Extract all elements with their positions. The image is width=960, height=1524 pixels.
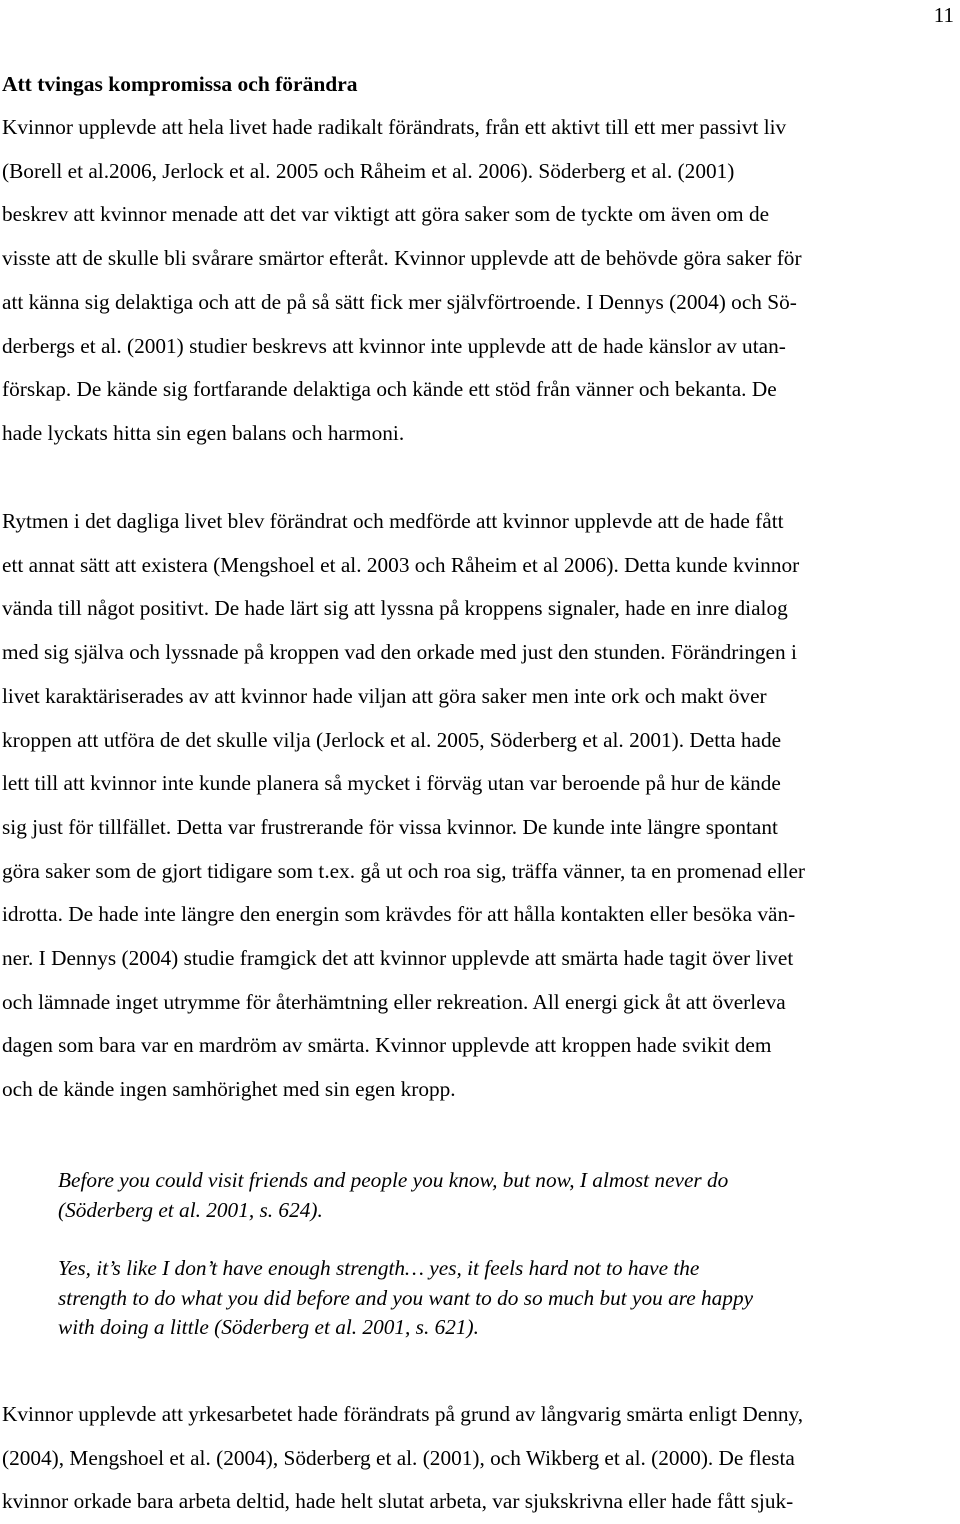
paragraph-line: hade lyckats hitta sin egen balans och harmoni. <box>2 420 405 445</box>
paragraph-line: göra saker som de gjort tidigare som t.ex. gå ut och roa sig, träffa vänner, ta en promenad eller <box>2 858 806 883</box>
quote-line: strength to do what you did before and you want to do so much but you are happy <box>58 1285 754 1310</box>
quote-line: Yes, it’s like I don’t have enough strength… yes, it feels hard not to have the <box>58 1256 700 1280</box>
block-quote-2 <box>58 1254 938 1343</box>
paragraph-line: ett annat sätt att existera (Mengshoel et al. 2003 och Råheim et al 2006). Detta kunde kvinnor <box>2 552 800 577</box>
paragraph-3 <box>2 1393 958 1524</box>
paragraph-line: att känna sig delaktiga och att de på så sätt fick mer självförtroende. I Dennys (2004) och Sö- <box>2 289 797 314</box>
paragraph-line: (2004), Mengshoel et al. (2004), Söderberg et al. (2001), och Wikberg et al. (2000). De flesta <box>2 1445 795 1470</box>
paragraph-2 <box>2 500 958 1112</box>
paragraph-line: idrotta. De hade inte längre den energin som krävdes för att hålla kontakten eller besöka vän- <box>2 902 796 927</box>
paragraph-line: Rytmen i det dagliga livet blev förändrat och medförde att kvinnor upplevde att de hade fått <box>2 509 784 533</box>
paragraph-line: sig just för tillfället. Detta var frustrerande för vissa kvinnor. De kunde inte längre spontant <box>2 814 778 839</box>
paragraph-line: Kvinnor upplevde att yrkesarbetet hade förändrats på grund av långvarig smärta enligt Denny, <box>2 1402 804 1426</box>
block-quote-1 <box>58 1166 938 1225</box>
paragraph-line: med sig själva och lyssnade på kroppen vad den orkade med just den stunden. Förändringen i <box>2 640 797 665</box>
paragraph-line: Kvinnor upplevde att hela livet hade radikalt förändrats, från ett aktivt till ett mer passivt liv <box>2 115 787 139</box>
paragraph-1 <box>2 106 958 456</box>
quote-line: Before you could visit friends and people you know, but now, I almost never do <box>58 1168 729 1192</box>
paragraph-line: derbergs et al. (2001) studier beskrevs att kvinnor inte upplevde att de hade känslor av utan- <box>2 333 786 358</box>
paragraph-line: kroppen att utföra de det skulle vilja (Jerlock et al. 2005, Söderberg et al. 2001). Detta hade <box>2 727 782 752</box>
paragraph-line: ner. I Dennys (2004) studie framgick det att kvinnor upplevde att smärta hade tagit över livet <box>2 946 794 971</box>
paragraph-line: och de kände ingen samhörighet med sin egen kropp. <box>2 1077 456 1102</box>
quote-line: with doing a little (Söderberg et al. 2001, s. 621). <box>58 1315 479 1339</box>
paragraph-line: vända till något positivt. De hade lärt sig att lyssna på kroppens signaler, hade en inre dialog <box>2 596 788 621</box>
paragraph-line: förskap. De kände sig fortfarande delaktiga och kände ett stöd från vänner och bekanta. De <box>2 377 777 402</box>
quote-line: (Söderberg et al. 2001, s. 624). <box>58 1197 323 1222</box>
paragraph-line: beskrev att kvinnor menade att det var viktigt att göra saker som de tyckte om även om de <box>2 202 770 227</box>
paragraph-line: (Borell et al.2006, Jerlock et al. 2005 och Råheim et al. 2006). Söderberg et al. (2001) <box>2 158 735 183</box>
paragraph-line: kvinnor orkade bara arbeta deltid, hade helt slutat arbeta, var sjukskrivna eller hade fått sjuk- <box>2 1489 794 1514</box>
page-number: 11 <box>933 3 954 27</box>
paragraph-line: och lämnade inget utrymme för återhämtning eller rekreation. All energi gick åt att överleva <box>2 989 786 1014</box>
paragraph-line: livet karaktäriserades av att kvinnor hade viljan att göra saker men inte ork och makt över <box>2 683 767 708</box>
paragraph-line: lett till att kvinnor inte kunde planera så mycket i förväg utan var beroende på hur de kände <box>2 771 781 796</box>
section-heading: Att tvingas kompromissa och förändra <box>2 72 358 96</box>
paragraph-line: visste att de skulle bli svårare smärtor efteråt. Kvinnor upplevde att de behövde göra saker för <box>2 246 802 271</box>
paragraph-line: dagen som bara var en mardröm av smärta. Kvinnor upplevde att kroppen hade svikit dem <box>2 1033 772 1058</box>
